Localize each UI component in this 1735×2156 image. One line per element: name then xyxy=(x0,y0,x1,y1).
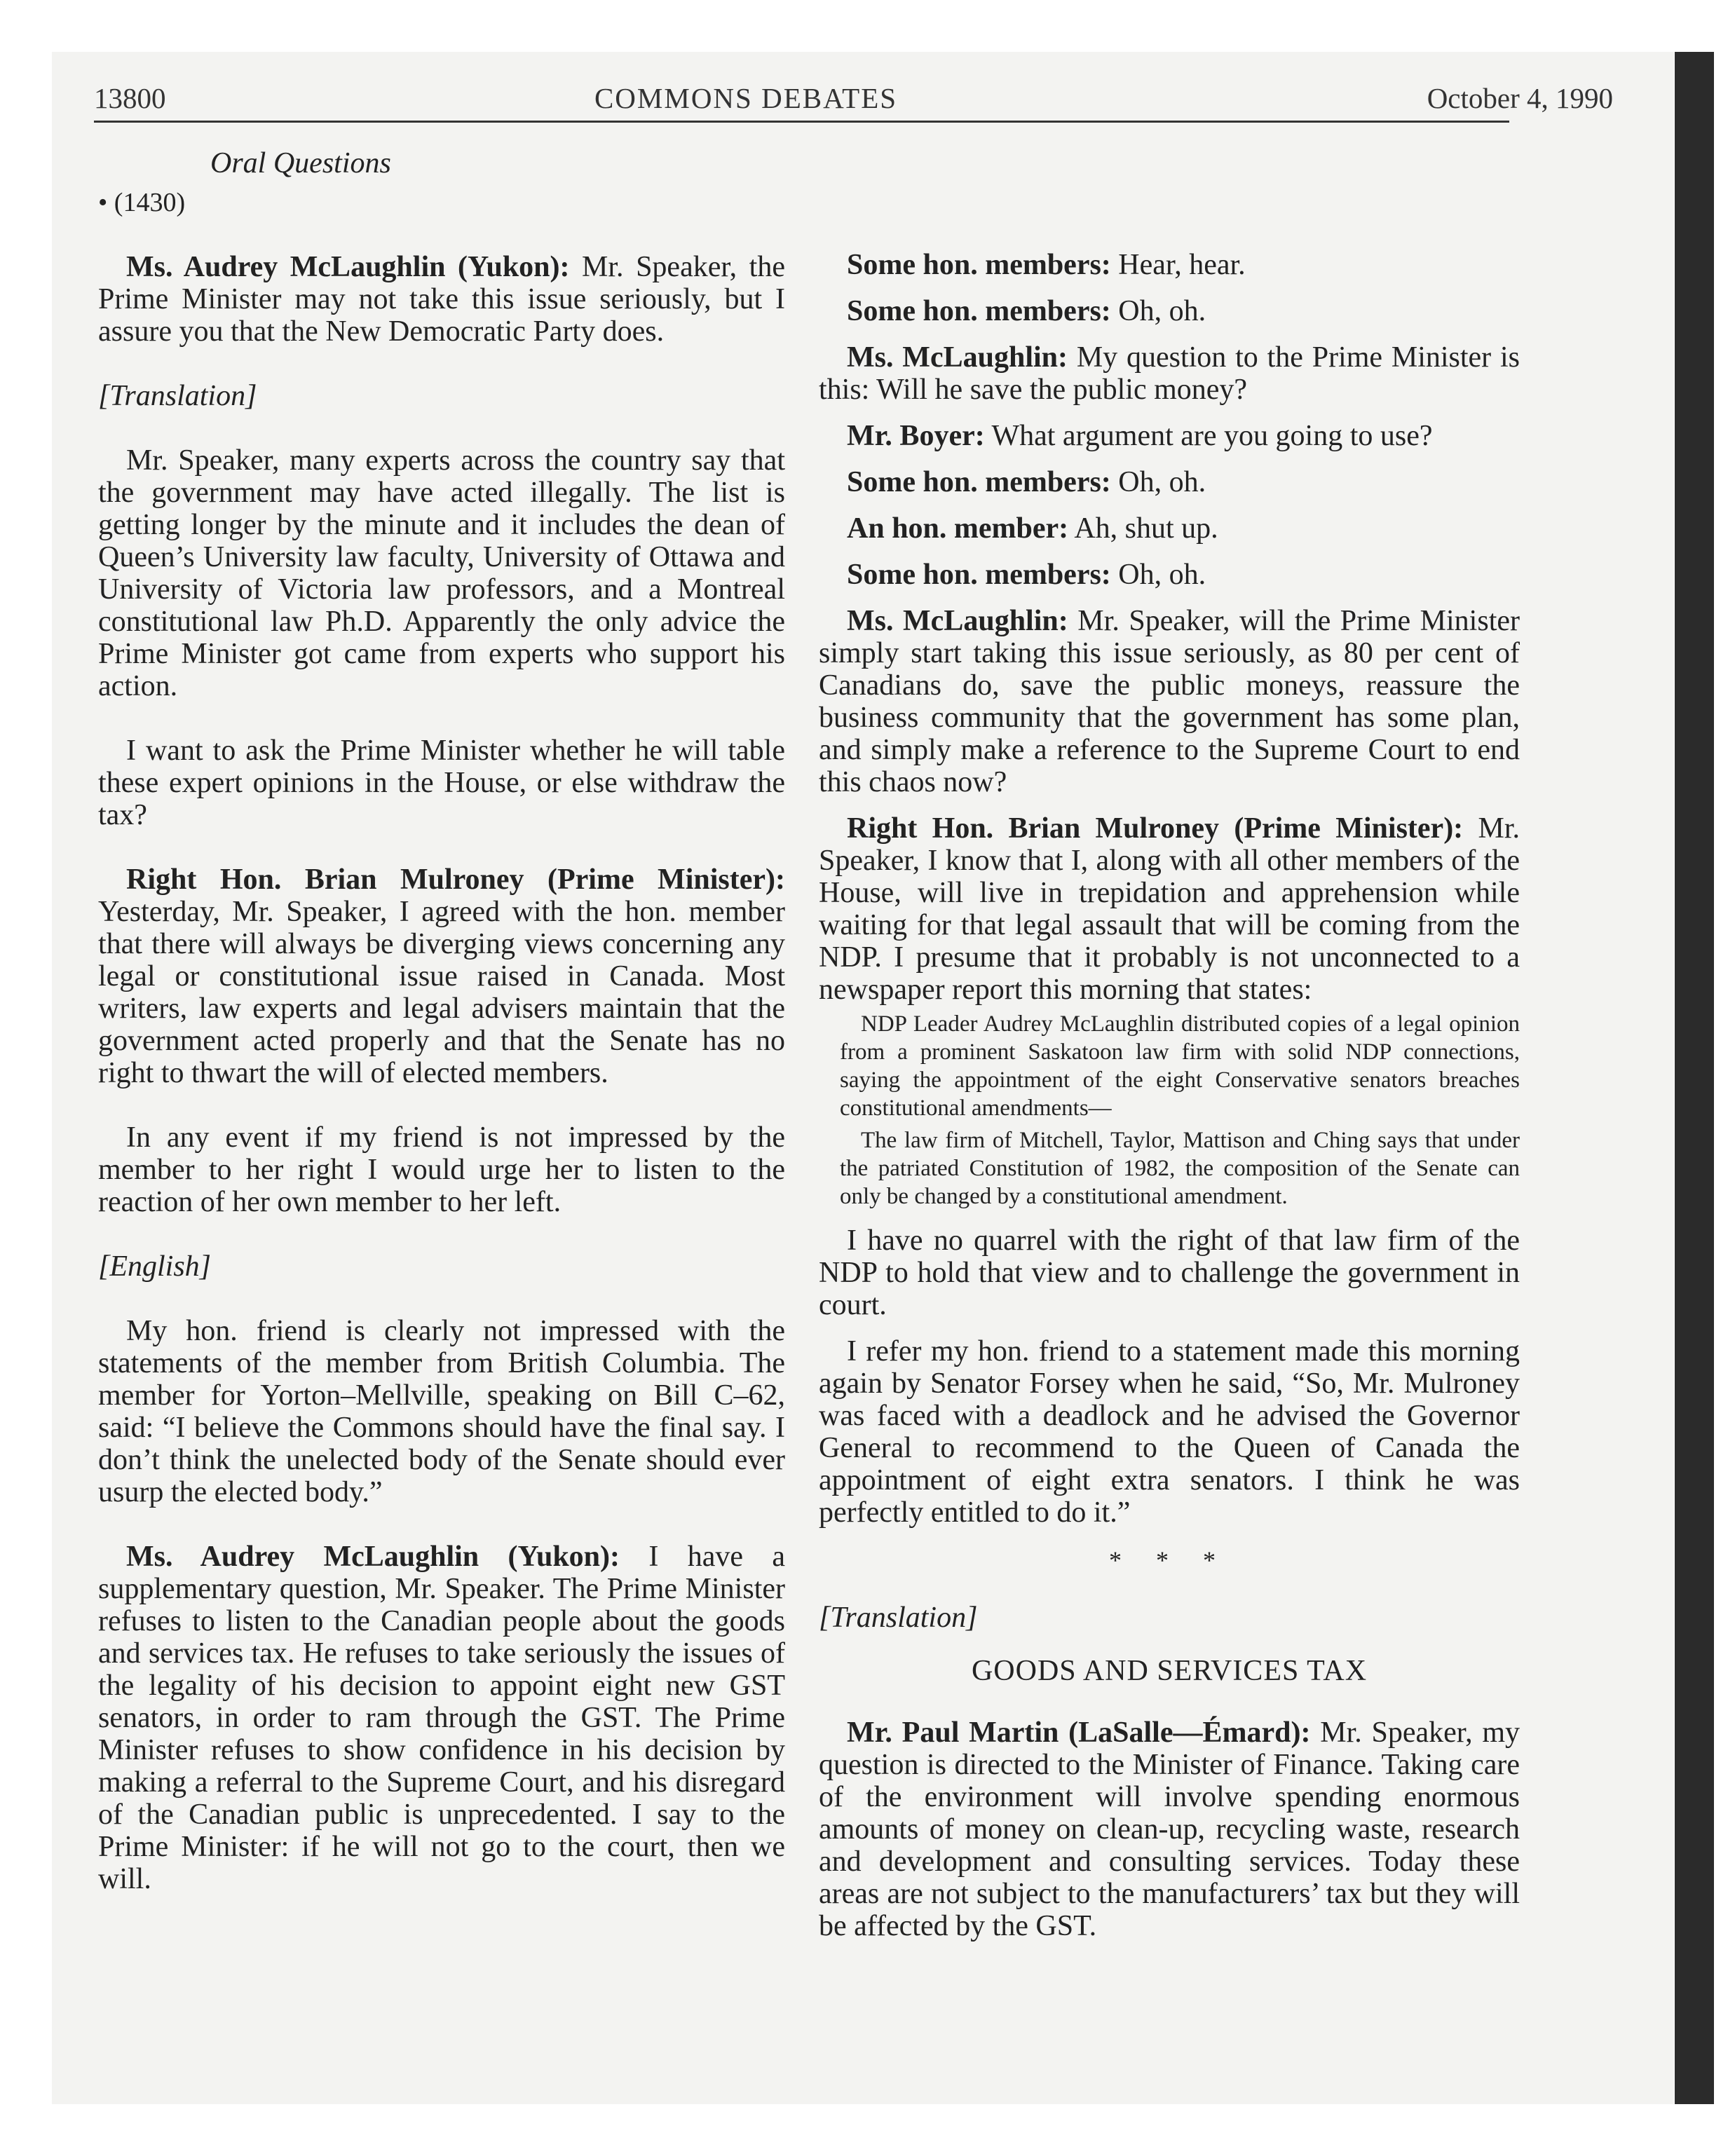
speech-text: Mr. Speaker, I know that I, along with all other members of the House, will live in trepidation and apprehension while waiting for that legal assault that will be coming from the NDP. I presume that it probably is not unconnected to a newspaper report this morning that states: xyxy=(819,812,1520,1006)
header-rule xyxy=(94,121,1509,123)
paragraph: Mr. Speaker, many experts across the country say that the government may have acted illegally. The list is getting longer by the minute and it includes the dean of Queen’s University law faculty, University of Ottawa and University of Victoria law professors, and a Montreal constitutional law Ph.D. Apparently the only advice the Prime Minister got came from experts who support his action. xyxy=(98,444,785,702)
paragraph: I have no quarrel with the right of that law firm of the NDP to hold that view and to challenge the government in court. xyxy=(819,1224,1520,1321)
speech-text: Ah, shut up. xyxy=(1068,512,1218,545)
speech-text: My question to the Prime Minister is this: Will he save the public money? xyxy=(819,341,1520,406)
translation-marker: [Translation] xyxy=(819,1602,978,1634)
paragraph: My hon. friend is clearly not impressed with the statements of the member from British Columbia. The member for Yorton–Mellville, speaking on Bill C–62, said: “I believe the Commons should have the final say. I don’t think the unelected body of the Senate should ever usurp the elected body.” xyxy=(98,1315,785,1508)
paragraph xyxy=(819,420,1520,452)
speaker-name: Ms. Audrey McLaughlin (Yukon): xyxy=(126,1541,620,1573)
english-marker: [English] xyxy=(98,1250,212,1283)
publication-date: October 4, 1990 xyxy=(1427,82,1613,114)
page-edge-shadow xyxy=(1675,52,1714,2104)
paragraph: I want to ask the Prime Minister whether he will table these expert opinions in the House, or else withdraw the tax? xyxy=(98,735,785,831)
speech-text: Oh, oh. xyxy=(1110,466,1206,498)
speech-text: Oh, oh. xyxy=(1110,295,1206,327)
paragraph xyxy=(819,295,1520,327)
paragraph xyxy=(819,466,1520,498)
speaker-name: Some hon. members: xyxy=(847,249,1111,281)
paragraph xyxy=(98,1541,785,1895)
speaker-name: Some hon. members: xyxy=(847,466,1111,498)
paragraph xyxy=(819,512,1520,545)
section-separator: * * * xyxy=(1109,1546,1230,1574)
speaker-name: Ms. McLaughlin: xyxy=(847,341,1068,374)
paragraph xyxy=(819,559,1520,591)
speech-text: I have a supplementary question, Mr. Speaker. The Prime Minister refuses to listen to the Canadian people about the goods and services tax. He refuses to take seriously the issues of the legality of his decision to appoint eight new GST senators, in order to ram through the GST. The Prime Minister refuses to show confidence in his decision by making a referral to the Supreme Court, and his disregard of the Canadian public is unprecedented. I say to the Prime Minister: if he will not go to the court, then we will. xyxy=(98,1541,785,1895)
speech-text: Hear, hear. xyxy=(1110,249,1246,281)
section-title: Oral Questions xyxy=(210,147,391,179)
speaker-name: Mr. Boyer: xyxy=(847,420,985,452)
block-quote: The law firm of Mitchell, Taylor, Mattison and Ching says that under the patriated Constitution of 1982, the composition of the Senate can only be changed by a constitutional amendment. xyxy=(840,1128,1520,1209)
speech-text: Mr. Speaker, the Prime Minister may not take this issue seriously, but I assure you that the New Democratic Party does. xyxy=(98,251,785,348)
speaker-name: An hon. member: xyxy=(847,512,1069,545)
paragraph: I refer my hon. friend to a statement made this morning again by Senator Forsey when he said, “So, Mr. Mulroney was faced with a deadlock and he advised the Governor General to recommend to the Queen of Canada the appointment of eight extra senators. I think he was perfectly entitled to do it.” xyxy=(819,1335,1520,1529)
speech-text: Yesterday, Mr. Speaker, I agreed with the hon. member that there will always be diverging views concerning any legal or constitutional issue raised in Canada. Most writers, law experts and legal advisers maintain that the government acted properly and that the Senate has no right to thwart the will of elected members. xyxy=(98,896,785,1089)
speaker-name: Some hon. members: xyxy=(847,559,1111,591)
speech-text: Oh, oh. xyxy=(1110,559,1206,591)
time-marker: • (1430) xyxy=(98,188,186,217)
paragraph xyxy=(98,864,785,1089)
section-heading: GOODS AND SERVICES TAX xyxy=(971,1655,1368,1687)
paragraph xyxy=(819,249,1520,281)
paragraph xyxy=(819,341,1520,406)
right-column xyxy=(819,249,1520,1942)
publication-title: COMMONS DEBATES xyxy=(594,82,898,114)
page-number: 13800 xyxy=(94,82,166,114)
speech-text: What argument are you going to use? xyxy=(984,420,1433,452)
paragraph xyxy=(819,812,1520,1006)
speech-text: Mr. Speaker, my question is directed to the Minister of Finance. Taking care of the environment will involve spending enormous amounts of money on clean-up, recycling waste, research and development and consulting services. Today these areas are not subject to the manufacturers’ tax but they will be affected by the GST. xyxy=(819,1717,1520,1942)
speech-text: Mr. Speaker, will the Prime Minister simply start taking this issue seriously, as 80 per cent of Canadians do, save the public moneys, reassure the business community that the government has some plan, and simply make a reference to the Supreme Court to end this chaos now? xyxy=(819,605,1520,798)
paragraph xyxy=(819,605,1520,798)
block-quote: NDP Leader Audrey McLaughlin distributed copies of a legal opinion from a prominent Saskatoon law firm with solid NDP connections, saying the appointment of the eight Conservative senators breaches constitutional amendments— xyxy=(840,1011,1520,1121)
paragraph xyxy=(98,251,785,348)
paragraph: In any event if my friend is not impressed by the member to her right I would urge her to listen to the reaction of her own member to her left. xyxy=(98,1121,785,1218)
paragraph xyxy=(819,1717,1520,1942)
speaker-name: Mr. Paul Martin (LaSalle—Émard): xyxy=(847,1717,1311,1749)
left-column xyxy=(98,147,785,1895)
speaker-name: Some hon. members: xyxy=(847,295,1111,327)
speaker-name: Right Hon. Brian Mulroney (Prime Minister): xyxy=(847,812,1464,845)
speaker-name: Ms. Audrey McLaughlin (Yukon): xyxy=(126,251,570,283)
speaker-name: Ms. McLaughlin: xyxy=(847,605,1068,637)
translation-marker: [Translation] xyxy=(98,380,257,412)
speaker-name: Right Hon. Brian Mulroney (Prime Minister): xyxy=(126,864,785,896)
